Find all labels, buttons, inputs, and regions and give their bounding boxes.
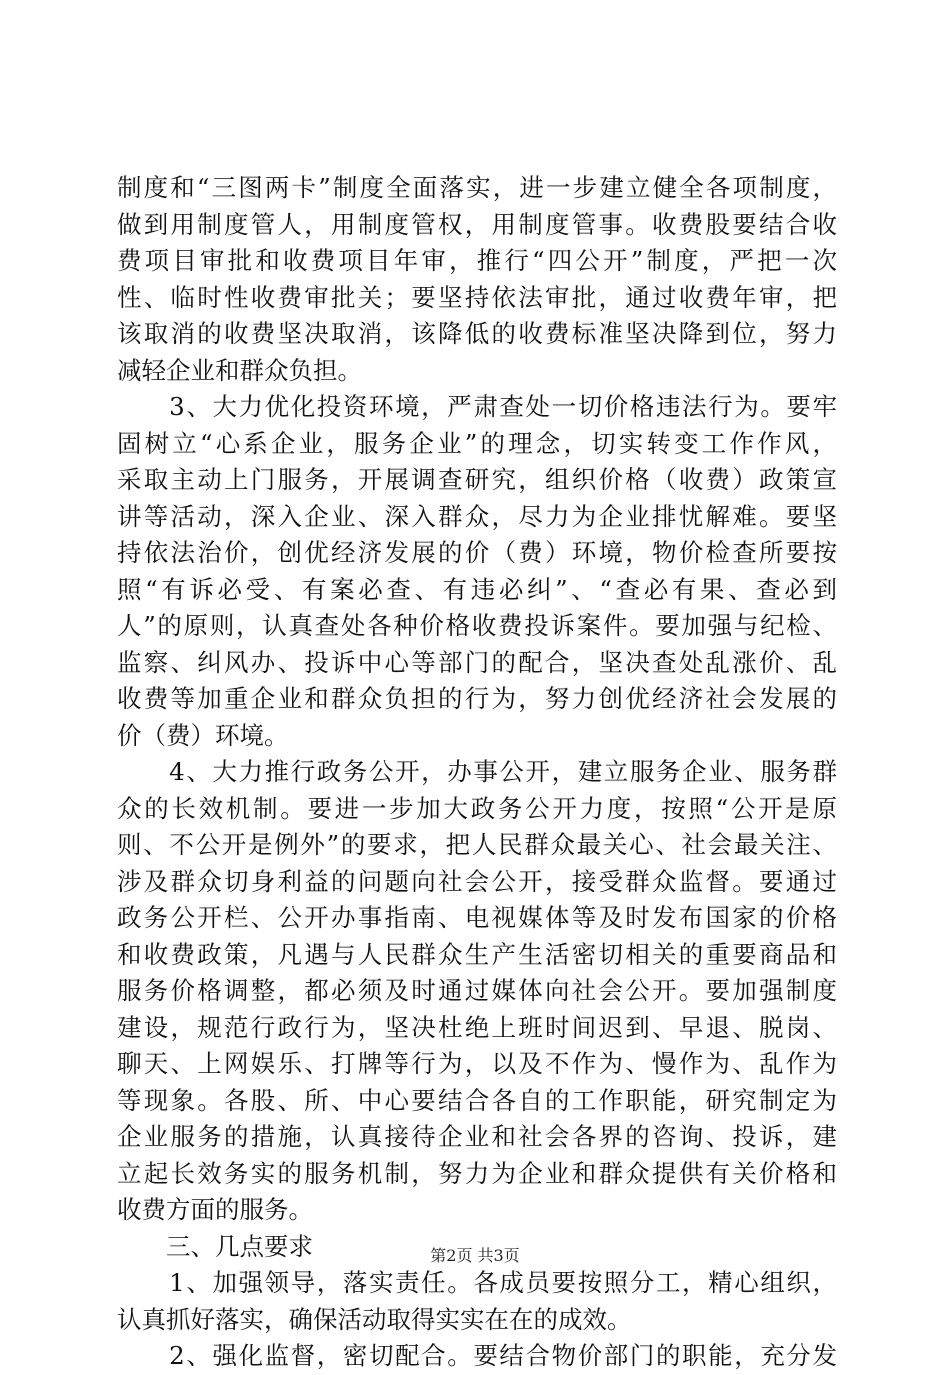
text-line: 政务公开栏、公开办事指南、电视媒体等及时发布国家的价格 xyxy=(117,903,837,932)
text-line: 立起长效务实的服务机制，努力为企业和群众提供有关价格和 xyxy=(117,1158,837,1188)
text-line: 涉及群众切身利益的问题向社会公开，接受群众监督。要通过 xyxy=(117,866,837,896)
text-line: 认真抓好落实，确保活动取得实实在在的成效。 xyxy=(117,1304,632,1334)
text-line: 企业服务的措施，认真接待企业和社会各界的咨询、投诉，建 xyxy=(117,1122,837,1151)
text-line: 性、临时性收费审批关；要坚持依法审批，通过收费年审，把 xyxy=(117,282,837,312)
text-line: 监察、纠风办、投诉中心等部门的配合，坚决查处乱涨价、乱 xyxy=(117,647,837,677)
text-line: 1、加强领导，落实责任。各成员要按照分工，精心组织， xyxy=(117,1268,837,1297)
text-line: 讲等活动，深入企业、深入群众，尽力为企业排忧解难。要坚 xyxy=(117,501,837,531)
text-line: 则、不公开是例外”的要求，把人民群众最关心、社会最关注、 xyxy=(117,830,837,859)
text-line: 收费方面的服务。 xyxy=(117,1195,313,1224)
text-line: 费项目审批和收费项目年审，推行“四公开”制度，严把一次 xyxy=(117,246,837,275)
text-line: 人”的原则，认真查处各种价格收费投诉案件。要加强与纪检、 xyxy=(117,611,837,640)
text-line: 建设，规范行政行为，坚决杜绝上班时间迟到、早退、脱岗、 xyxy=(117,1012,837,1042)
text-line: 4、大力推行政务公开，办事公开，建立服务企业、服务群 xyxy=(117,757,837,786)
text-line: 固树立“心系企业，服务企业”的理念，切实转变工作作风， xyxy=(117,428,837,458)
text-line: 聊天、上网娱乐、打牌等行为，以及不作为、慢作为、乱作为 xyxy=(117,1049,837,1078)
text-line: 制度和“三图两卡”制度全面落实，进一步建立健全各项制度， xyxy=(117,173,837,202)
text-line: 等现象。各股、所、中心要结合各自的工作职能，研究制定为 xyxy=(117,1085,837,1115)
text-line: 照“有诉必受、有案必查、有违必纠”、“查必有果、查必到 xyxy=(117,574,837,604)
text-line: 收费等加重企业和群众负担的行为，努力创优经济社会发展的 xyxy=(117,684,837,713)
page-number-footer: 第2页 共3页 xyxy=(430,1246,520,1265)
text-line: 三、几点要求 xyxy=(117,1231,313,1261)
text-line: 和收费政策，凡遇与人民群众生产生活密切相关的重要商品和 xyxy=(117,939,837,969)
text-line: 2、强化监督，密切配合。要结合物价部门的职能，充分发 xyxy=(117,1341,837,1370)
text-line: 众的长效机制。要进一步加大政务公开力度，按照“公开是原 xyxy=(117,793,837,823)
text-line: 持依法治价，创优经济发展的价（费）环境，物价检查所要按 xyxy=(117,538,837,567)
text-line: 做到用制度管人，用制度管权，用制度管事。收费股要结合收 xyxy=(117,209,837,239)
text-line: 减轻企业和群众负担。 xyxy=(117,355,362,385)
text-line: 价（费）环境。 xyxy=(117,720,289,750)
text-line: 服务价格调整，都必须及时通过媒体向社会公开。要加强制度 xyxy=(117,976,837,1005)
text-line: 3、大力优化投资环境，严肃查处一切价格违法行为。要牢 xyxy=(117,392,837,421)
text-line: 采取主动上门服务，开展调查研究，组织价格（收费）政策宣 xyxy=(117,465,837,494)
document-body xyxy=(117,170,837,1375)
text-line: 该取消的收费坚决取消，该降低的收费标准坚决降到位，努力 xyxy=(117,319,837,348)
